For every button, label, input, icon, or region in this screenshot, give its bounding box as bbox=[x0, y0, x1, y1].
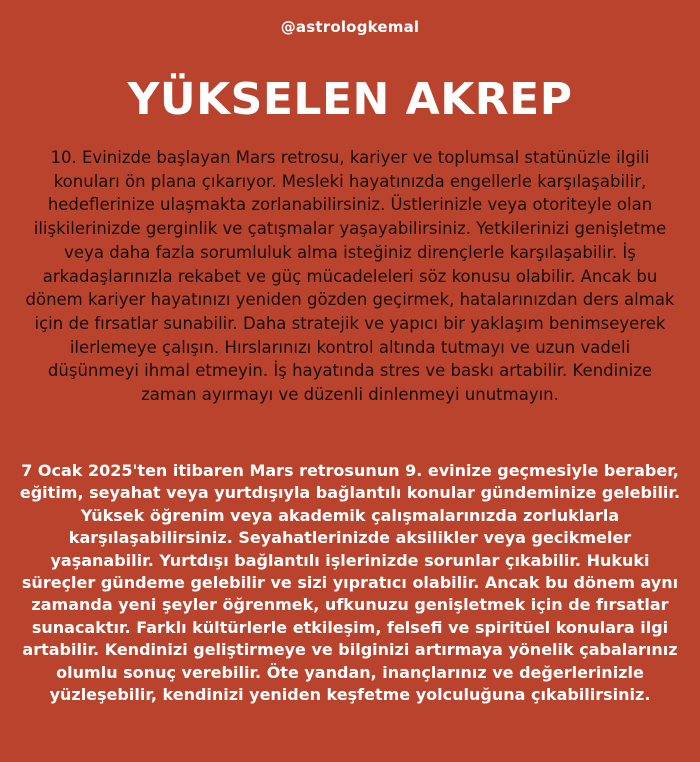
account-handle: @astrologkemal bbox=[280, 18, 420, 36]
paragraph-house-9: 7 Ocak 2025'ten itibaren Mars retrosunun 9. evinize geçmesiyle beraber, eğitim, seyahat veya yurtdışıyla bağlantılı konular gündeminize gelebilir. Yüksek öğrenim veya akademik çalışmalarınızda zorluklarla karşılaşabilirsiniz. Seyahatlerinizde aksilikler veya gecikmeler yaşanabilir. Yurtdışı bağlantılı işlerinizde sorunlar çıkabilir. Hukuki süreçler gündeme gelebilir ve sizi yıpratıcı olabilir. Ancak bu dönem aynı zamanda yeni şeyler öğrenmek, ufkunuzu genişletmek için de fırsatlar sunacaktır. Farklı kültürlerle etkileşim, felsefi ve spiritüel konulara ilgi artabilir. Kendinizi geliştirmeye ve bilginizi artırmaya yönelik çabalarınız olumlu sonuç verebilir. Öte yandan, inançlarınız ve değerlerinizle yüzleşebilir, kendinizi yeniden keşfetme yolculuğuna çıkabilirsiniz. bbox=[19, 461, 681, 705]
paragraph-house-10: 10. Evinizde başlayan Mars retrosu, kariyer ve toplumsal statünüzle ilgili konuları ön plana çıkarıyor. Mesleki hayatınızda engellerle karşılaşabilir, hedeflerinize ulaşmakta zorlanabilirsiniz. Üstlerinizle veya otoriteyle olan ilişkilerinizde gerginlik ve çatışmalar yaşayabilirsiniz. Yetkilerinizi genişletme veya daha fazla sorumluluk alma isteğiniz dirençlerle karşılaşabilir. İş arkadaşlarınızla rekabet ve güç mücadeleleri söz konusu olabilir. Ancak bu dönem kariyer hayatınızı yeniden gözden geçirmek, hatalarınızdan ders almak için de fırsatlar sunabilir. Daha stratejik ve yapıcı bir yaklaşım benimseyerek ilerlemeye çalışın. Hırslarınızı kontrol altında tutmayı ve uzun vadeli düşünmeyi ihmal etmeyin. İş hayatında stres ve baskı artabilir. Kendinize zaman ayırmayı ve düzenli dinlenmeyi unutmayın. bbox=[25, 148, 675, 405]
page-title: YÜKSELEN AKREP bbox=[127, 74, 573, 125]
